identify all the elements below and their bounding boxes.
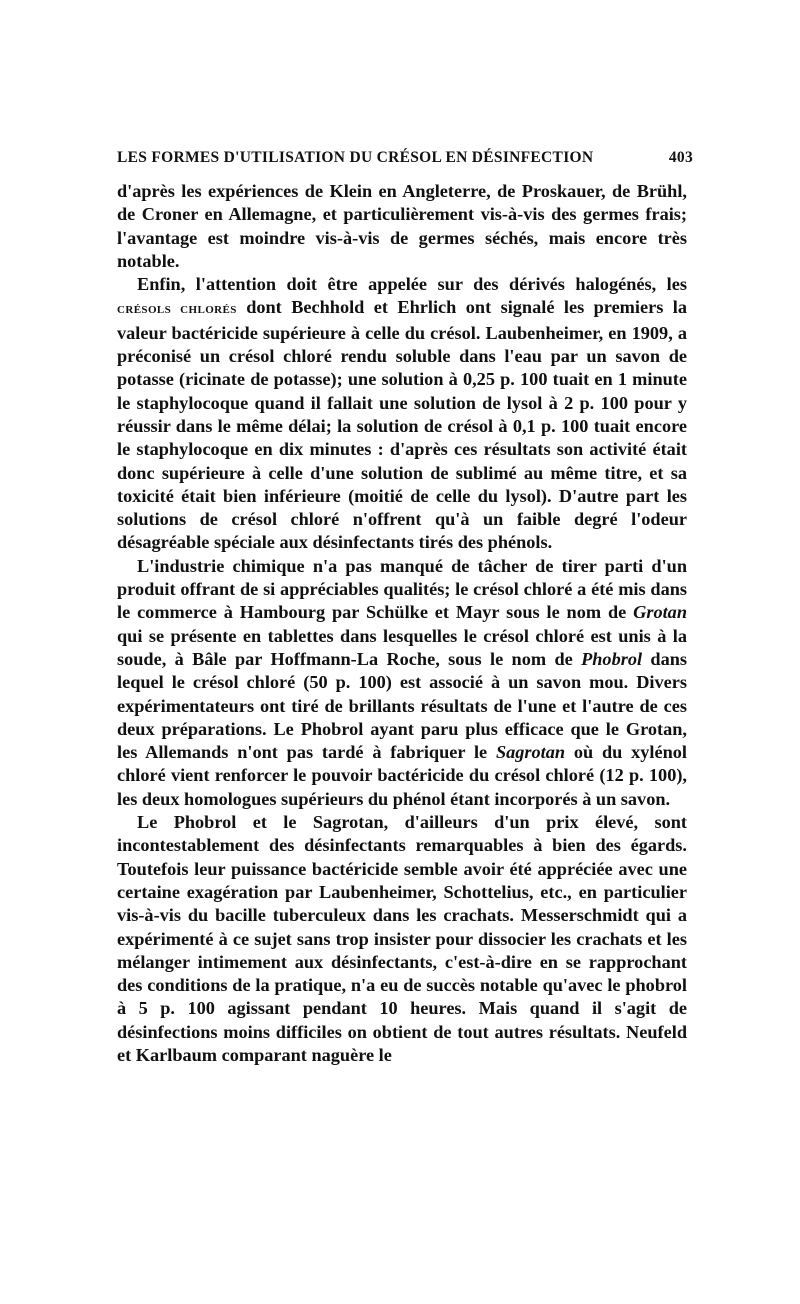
paragraph-3-seg-1: L'industrie chimique n'a pas manqué de tâcher de tirer parti d'un produit offrant de si appréciables qualités; le crésol chloré a été mis dans le commerce à Hambourg par Schülke et Mayr sous le nom de <box>117 555 687 623</box>
product-name-grotan: Grotan <box>633 602 687 623</box>
paragraph-3-seg-3: dans lequel le crésol chloré (50 p. 100) est associé à un savon mou. Divers expérimentateurs ont tiré de brillants résultats de l'une et l'autre de ces deux préparations. Le Phobrol ayant paru plus efficace que le Grotan, les Allemands n'ont pas tardé à fabriquer le <box>117 648 687 763</box>
paragraph-4: Le Phobrol et le Sagrotan, d'ailleurs d'un prix élevé, sont incontestablement des désinfectants remarquables à bien des égards. Toutefois leur puissance bactéricide semble avoir été appréciée avec une certaine exagération par Laubenheimer, Schottelius, etc., en particulier vis-à-vis du bacille tuberculeux dans les crachats. Messerschmidt qui a expérimenté à ce sujet sans trop insister pour dissocier les crachats et les mélanger intimement aux désinfectants, c'est-à-dire en se rapprochant des conditions de la pratique, n'a eu de succès notable qu'avec le phobrol à 5 p. 100 agissant pendant 10 heures. Mais quand il s'agit de désinfections moins difficiles on obtient de tout autres résultats. Neufeld et Karlbaum comparant naguère le <box>117 812 687 1065</box>
small-caps-term: crésols chlorés <box>117 301 237 318</box>
running-header <box>117 148 693 168</box>
page-number: 403 <box>668 149 693 166</box>
page <box>117 148 693 1067</box>
paragraph-2-text-before: Enfin, l'attention doit être appelée sur des dérivés halogénés, les <box>137 274 687 295</box>
paragraph-3-seg-2: qui se présente en tablettes dans lesquelles le crésol chloré est unis à la soude, à Bâle par Hoffmann-La Roche, sous le nom de <box>117 625 687 669</box>
body-text <box>117 180 687 1067</box>
product-name-phobrol: Phobrol <box>581 648 643 669</box>
paragraph-2 <box>117 273 687 555</box>
paragraph-3 <box>117 555 687 811</box>
paragraph-2-text-after: dont Bechhold et Ehrlich ont signalé les premiers la valeur bactéricide supérieure à celle du crésol. Laubenheimer, en 1909, a préconisé un crésol chloré rendu soluble dans l'eau par un savon de potasse (ricinate de potasse); une solution à 0,25 p. 100 tuait en 1 minute le staphylocoque quand il fallait une solution de lysol à 2 p. 100 pour y réussir dans le même délai; la solution de crésol à 0,1 p. 100 tuait encore le staphylocoque en dix minutes : d'après ces résultats son activité était donc supérieure à celle d'une solution de sublimé au même titre, et sa toxicité était bien inférieure (moitié de celle du lysol). D'autre part les solutions de crésol chloré n'offrent qu'à un faible degré l'odeur désagréable spéciale aux désinfectants tirés des phénols. <box>117 297 687 553</box>
paragraph-1: d'après les expériences de Klein en Angleterre, de Proskauer, de Brühl, de Croner en Allemagne, et particulièrement vis-à-vis des germes frais; l'avantage est moindre vis-à-vis de germes séchés, mais encore très notable. <box>117 181 687 271</box>
paragraph-3-seg-4: où du xylénol chloré vient renforcer le pouvoir bactéricide du crésol chloré (12 p. 100), les deux homologues supérieurs du phénol étant incorporés à un savon. <box>117 742 687 809</box>
running-title: LES FORMES D'UTILISATION DU CRÉSOL EN DÉSINFECTION <box>117 149 594 166</box>
product-name-sagrotan: Sagrotan <box>495 742 566 763</box>
